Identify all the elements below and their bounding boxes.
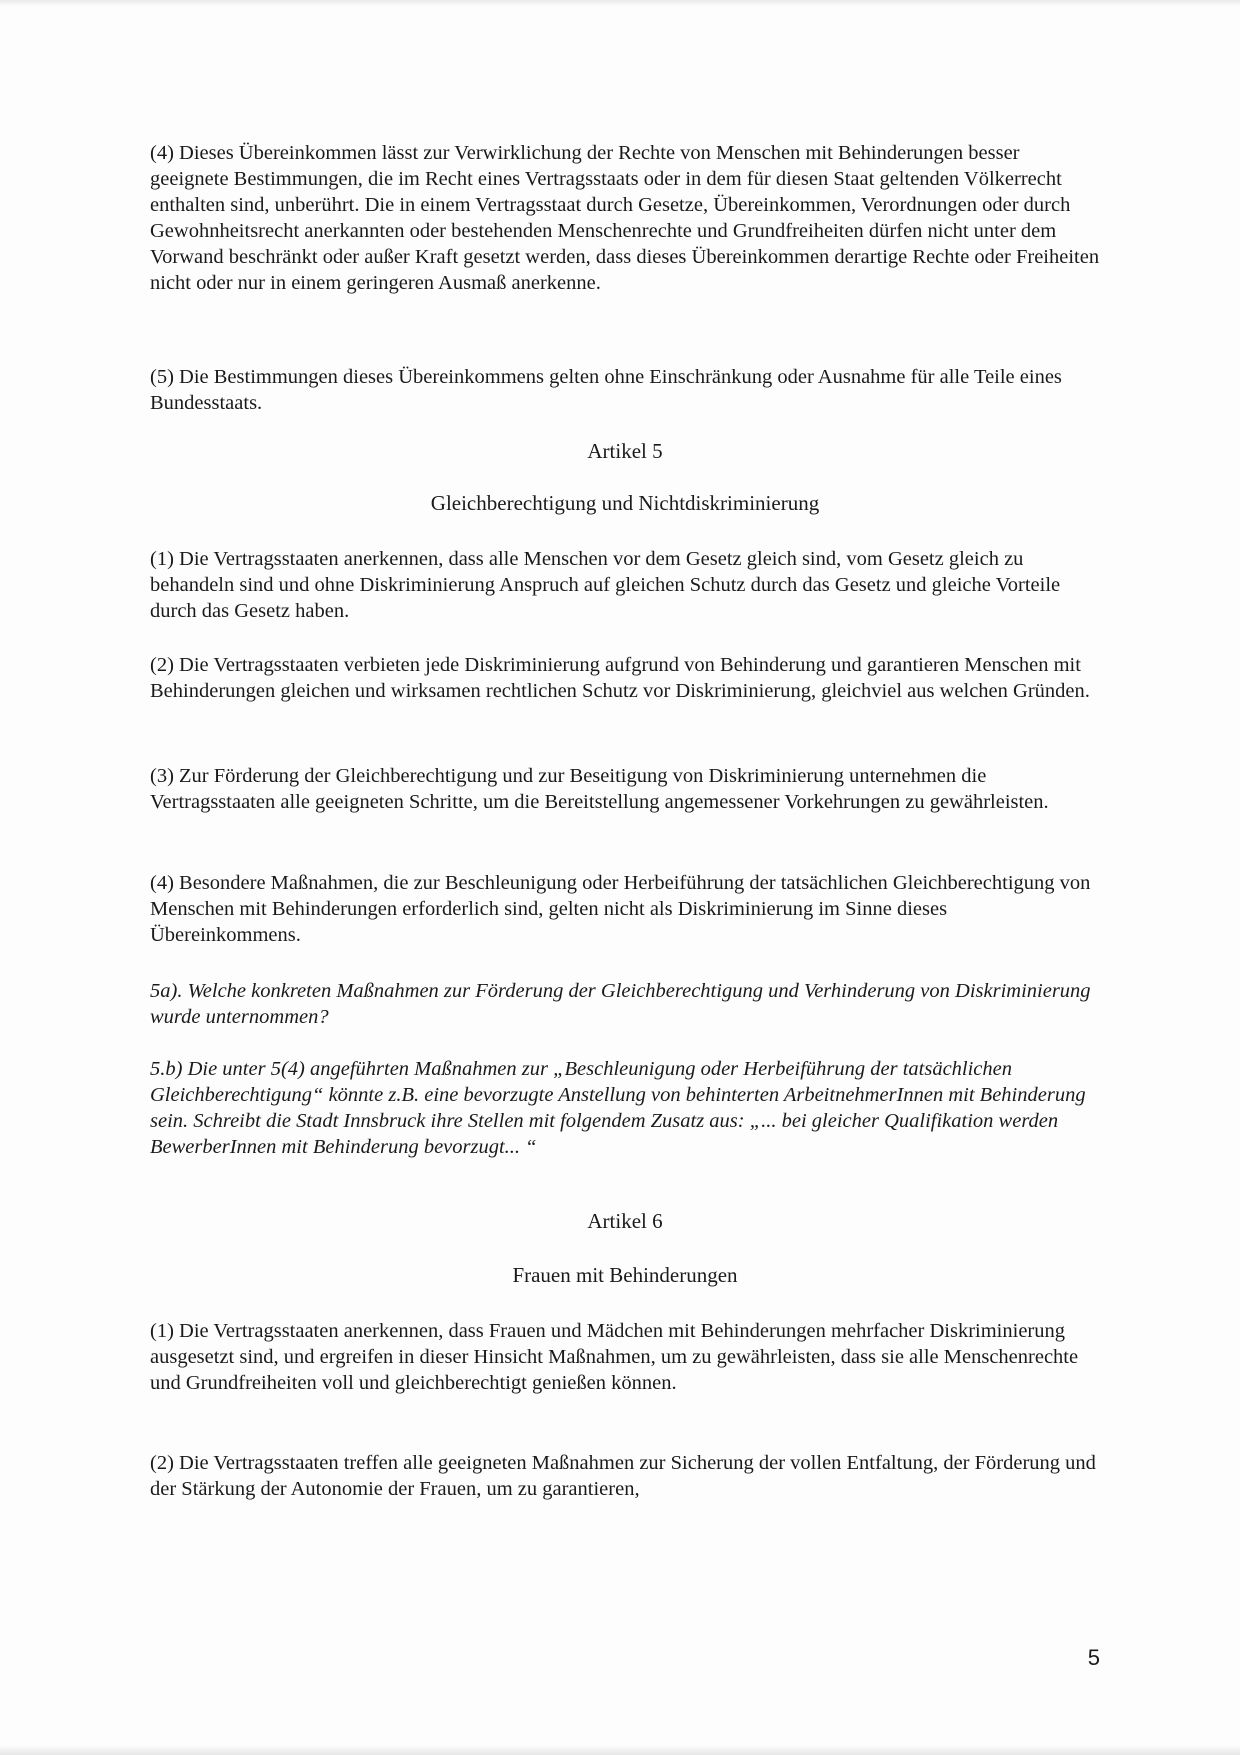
question-5b: 5.b) Die unter 5(4) angeführten Maßnahmen zur „Beschleunigung oder Herbeiführung der tatsächlichen Gleichberechtigung“ könnte z.B. eine bevorzugte Anstellung von behinterten ArbeitnehmerInnen mit Behinderung sein. Schreibt die Stadt Innsbruck ihre Stellen mit folgendem Zusatz aus: „... bei gleicher Qualifikation werden BewerberInnen mit Behinderung bevorzugt... “ bbox=[150, 1058, 1086, 1158]
question-5a: 5a). Welche konkreten Maßnahmen zur Förderung der Gleichberechtigung und Verhinderung von Diskriminierung wurde unternommen? bbox=[150, 980, 1091, 1028]
article-5-heading: Artikel 5 bbox=[587, 439, 663, 463]
article-5-title: Gleichberechtigung und Nichtdiskriminierung bbox=[430, 491, 820, 515]
paragraph-art4-4: (4) Dieses Übereinkommen lässt zur Verwirklichung der Rechte von Menschen mit Behinderungen besser geeignete Bestimmungen, die im Recht eines Vertragsstaats oder in dem für diesen Staat geltenden Völkerrecht enthalten sind, unberührt. Die in einem Vertragsstaat durch Gesetze, Übereinkommen, Verordnungen oder durch Gewohnheitsrecht anerkannten oder bestehenden Menschenrechte und Grundfreiheiten dürfen nicht unter dem Vorwand beschränkt oder außer Kraft gesetzt werden, dass dieses Übereinkommen derartige Rechte oder Freiheiten nicht oder nur in einem geringeren Ausmaß anerkenne. bbox=[150, 142, 1100, 294]
article-6-heading: Artikel 6 bbox=[587, 1209, 663, 1233]
article-6-title: Frauen mit Behinderungen bbox=[512, 1263, 738, 1287]
scan-edge-bottom bbox=[0, 1745, 1240, 1755]
scan-edge-top bbox=[0, 0, 1240, 6]
paragraph-art5-3: (3) Zur Förderung der Gleichberechtigung und zur Beseitigung von Diskriminierung unternehmen die Vertragsstaaten alle geeigneten Schritte, um die Bereitstellung angemessener Vorkehrungen zu gewährleisten. bbox=[150, 765, 1049, 813]
page-number: 5 bbox=[1087, 1645, 1100, 1670]
paragraph-art5-1: (1) Die Vertragsstaaten anerkennen, dass alle Menschen vor dem Gesetz gleich sind, vom Gesetz gleich zu behandeln sind und ohne Diskriminierung Anspruch auf gleichen Schutz durch das Gesetz und gleiche Vorteile durch das Gesetz haben. bbox=[150, 548, 1061, 622]
paragraph-art4-5: (5) Die Bestimmungen dieses Übereinkommens gelten ohne Einschränkung oder Ausnahme für alle Teile eines Bundesstaats. bbox=[150, 366, 1062, 414]
paragraph-art6-1: (1) Die Vertragsstaaten anerkennen, dass Frauen und Mädchen mit Behinderungen mehrfacher Diskriminierung ausgesetzt sind, und ergreifen in dieser Hinsicht Maßnahmen, um zu gewährleisten, dass sie alle Menschenrechte und Grundfreiheiten voll und gleichberechtigt genießen können. bbox=[150, 1320, 1079, 1394]
paragraph-art5-2: (2) Die Vertragsstaaten verbieten jede Diskriminierung aufgrund von Behinderung und garantieren Menschen mit Behinderungen gleichen und wirksamen rechtlichen Schutz vor Diskriminierung, gleichviel aus welchen Gründen. bbox=[150, 654, 1090, 702]
paragraph-art5-4: (4) Besondere Maßnahmen, die zur Beschleunigung oder Herbeiführung der tatsächlichen Gleichberechtigung von Menschen mit Behinderungen erforderlich sind, gelten nicht als Diskriminierung im Sinne dieses Übereinkommens. bbox=[150, 872, 1091, 946]
paragraph-art6-2: (2) Die Vertragsstaaten treffen alle geeigneten Maßnahmen zur Sicherung der vollen Entfaltung, der Förderung und der Stärkung der Autonomie der Frauen, um zu garantieren, bbox=[150, 1452, 1096, 1500]
